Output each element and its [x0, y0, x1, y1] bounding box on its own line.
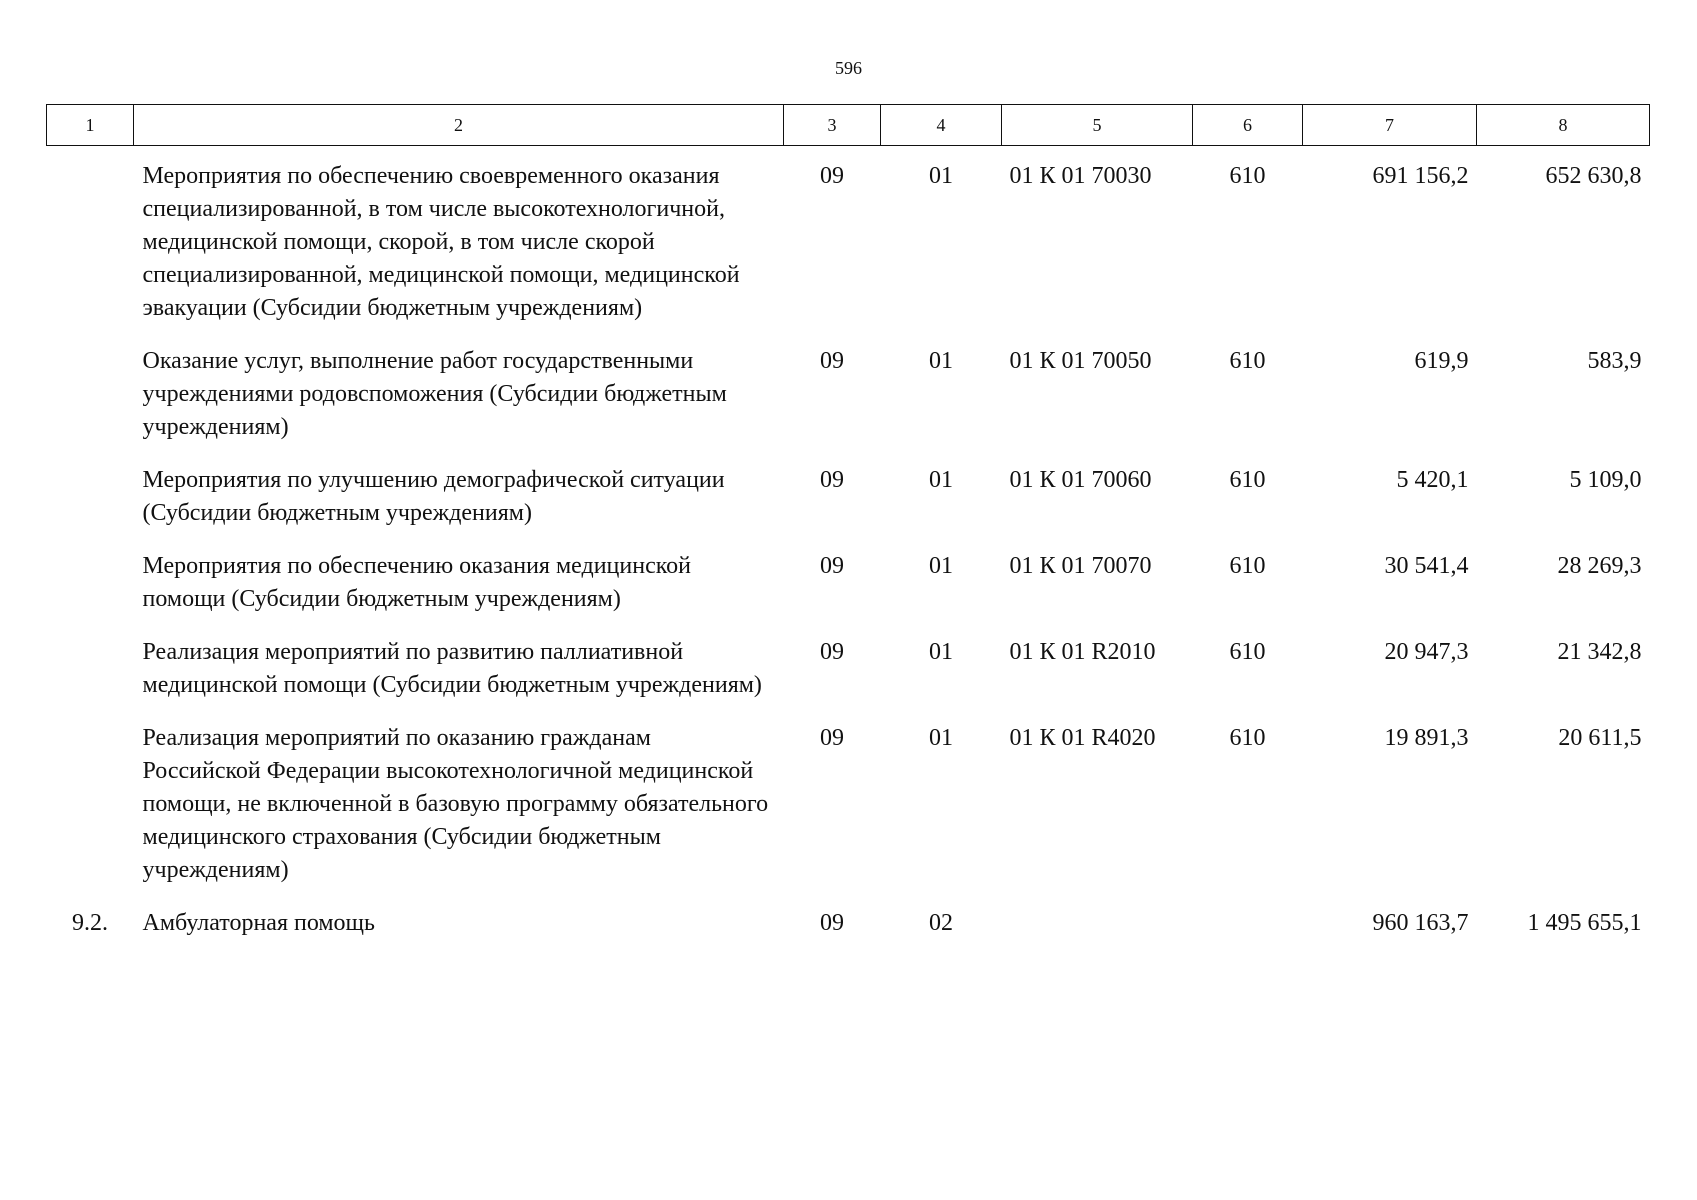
- row-expense-type: 610: [1229, 553, 1266, 579]
- row-target-article: 01 К 01 R4020: [1009, 725, 1156, 751]
- row-amount-1: 5 420,1: [1396, 467, 1469, 493]
- row-subsection: 01: [929, 467, 953, 493]
- column-header-7: 7: [1303, 105, 1477, 146]
- row-amount-2: 652 630,8: [1545, 163, 1642, 189]
- row-section: 09: [820, 639, 844, 665]
- row-number: [47, 626, 134, 712]
- row-number: [47, 335, 134, 454]
- row-expense-type: 610: [1229, 725, 1266, 751]
- row-amount-1: 30 541,4: [1384, 553, 1469, 579]
- row-subsection: 02: [929, 910, 953, 936]
- row-section: 09: [820, 163, 844, 189]
- row-subsection: 01: [929, 639, 953, 665]
- row-section: 09: [820, 725, 844, 751]
- row-amount-2: 20 611,5: [1558, 725, 1642, 751]
- row-number: [47, 540, 134, 626]
- row-amount-2: 28 269,3: [1557, 553, 1642, 579]
- row-target-article: 01 К 01 70030: [1009, 163, 1152, 189]
- row-section: 09: [820, 553, 844, 579]
- page-number: 596: [835, 58, 862, 78]
- row-number: [47, 454, 134, 540]
- row-expense-type: 610: [1229, 467, 1266, 493]
- table-row: [47, 146, 1650, 336]
- column-header-6: 6: [1193, 105, 1303, 146]
- row-target-article: 01 К 01 70070: [1009, 553, 1152, 579]
- row-section: 09: [820, 467, 844, 493]
- column-header-5: 5: [1002, 105, 1193, 146]
- row-target-article: 01 К 01 R2010: [1009, 639, 1156, 665]
- table-header: [47, 105, 1650, 146]
- row-target-article: 01 К 01 70060: [1009, 467, 1152, 493]
- row-target-article: [1002, 897, 1193, 950]
- row-section: 09: [820, 910, 844, 936]
- row-name: Амбулаторная помощь: [142, 910, 375, 936]
- row-amount-2: 1 495 655,1: [1527, 910, 1642, 936]
- budget-table: [46, 104, 1650, 950]
- row-number: [47, 146, 134, 336]
- row-expense-type: 610: [1229, 348, 1266, 374]
- header-row: [47, 105, 1650, 146]
- row-amount-2: 5 109,0: [1569, 467, 1642, 493]
- row-amount-1: 960 163,7: [1372, 910, 1469, 936]
- row-amount-2: 21 342,8: [1557, 639, 1642, 665]
- row-subsection: 01: [929, 553, 953, 579]
- row-number: 9.2.: [72, 910, 108, 936]
- row-name: Мероприятия по улучшению демографической ситуации (Субсидии бюджетным учреждениям): [142, 467, 725, 526]
- column-header-2: 2: [134, 105, 784, 146]
- row-target-article: 01 К 01 70050: [1009, 348, 1152, 374]
- row-name: Мероприятия по обеспечению оказания медицинской помощи (Субсидии бюджетным учреждениям): [142, 553, 692, 612]
- column-header-3: 3: [784, 105, 881, 146]
- row-expense-type: 610: [1229, 163, 1266, 189]
- row-section: 09: [820, 348, 844, 374]
- column-header-4: 4: [881, 105, 1002, 146]
- column-header-1: 1: [47, 105, 134, 146]
- column-header-8: 8: [1477, 105, 1650, 146]
- row-expense-type: [1193, 897, 1303, 950]
- row-amount-2: 583,9: [1587, 348, 1642, 374]
- table-row: [47, 712, 1650, 897]
- table-row: [47, 626, 1650, 712]
- row-name: Оказание услуг, выполнение работ государственными учреждениями родовспоможения (Субсидии бюджетным учреждениям): [142, 348, 727, 440]
- table-row: [47, 335, 1650, 454]
- row-amount-1: 691 156,2: [1372, 163, 1469, 189]
- row-number: [47, 712, 134, 897]
- table-row: [47, 897, 1650, 950]
- row-subsection: 01: [929, 725, 953, 751]
- row-expense-type: 610: [1229, 639, 1266, 665]
- row-subsection: 01: [929, 348, 953, 374]
- table-body: [47, 146, 1650, 951]
- row-amount-1: 20 947,3: [1384, 639, 1469, 665]
- row-name: Реализация мероприятий по оказанию гражданам Российской Федерации высокотехнологичной медицинской помощи, не включенной в базовую программу обязательного медицинского страхования (Субсидии бюджетным учреждениям): [142, 725, 769, 883]
- table-row: [47, 454, 1650, 540]
- row-amount-1: 19 891,3: [1384, 725, 1469, 751]
- row-subsection: 01: [929, 163, 953, 189]
- table-row: [47, 540, 1650, 626]
- row-name: Мероприятия по обеспечению своевременного оказания специализированной, в том числе высокотехнологичной, медицинской помощи, скорой, в том числе скорой специализированной, медицинской помощи, медицинской эвакуации (Субсидии бюджетным учреждениям): [142, 163, 740, 321]
- row-name: Реализация мероприятий по развитию паллиативной медицинской помощи (Субсидии бюджетным учреждениям): [142, 639, 762, 698]
- row-amount-1: 619,9: [1414, 348, 1469, 374]
